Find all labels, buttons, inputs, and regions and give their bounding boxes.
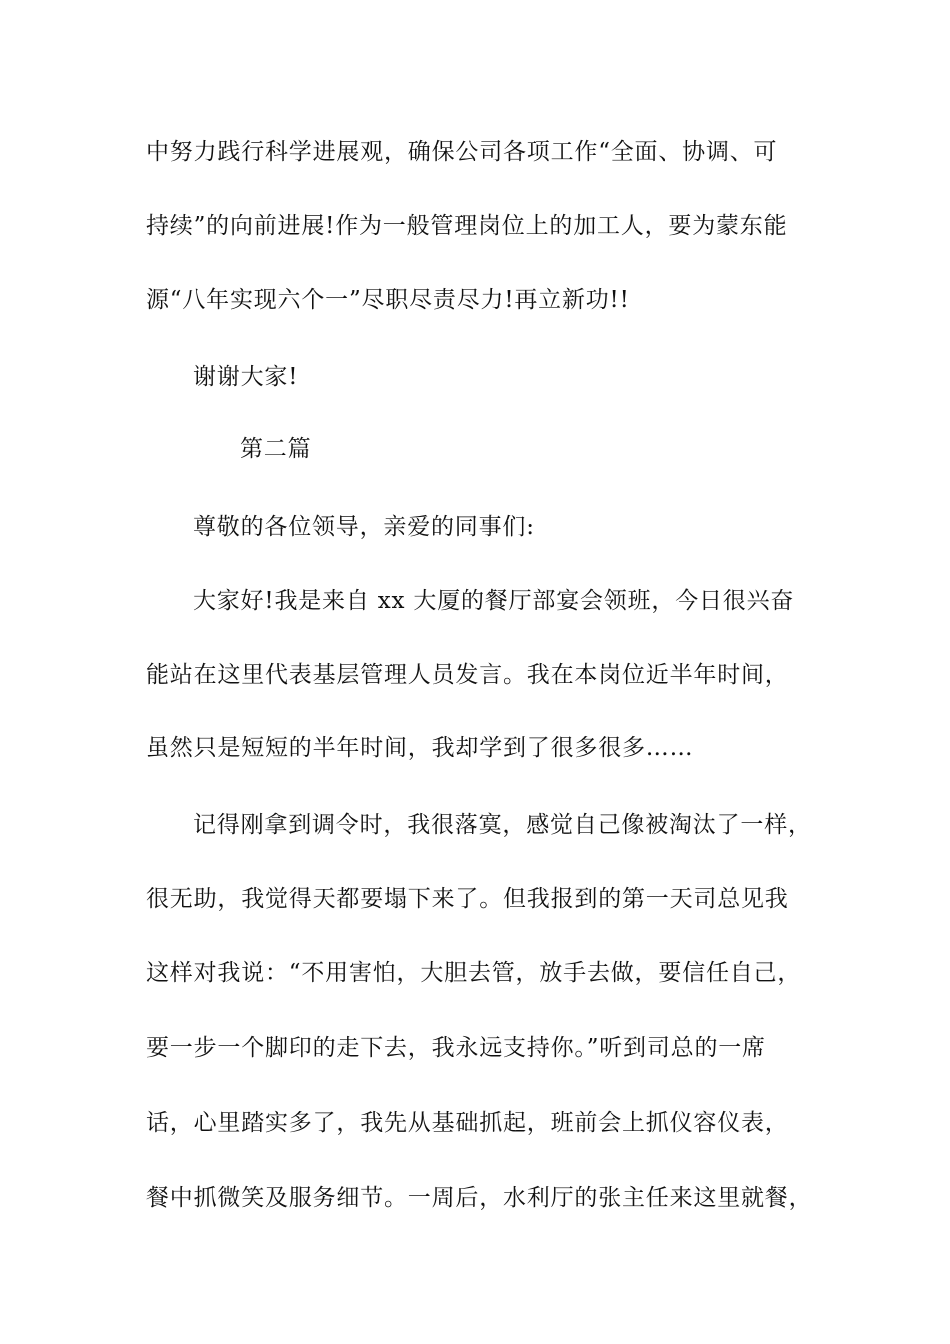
text-line: 餐中抓微笑及服务细节。一周后，水利厅的张主任来这里就餐， bbox=[146, 1185, 813, 1211]
text-line: 虽然只是短短的半年时间，我却学到了很多很多…… bbox=[146, 735, 694, 761]
section-title: 第二篇 bbox=[240, 436, 312, 462]
closing-line: 谢谢大家! bbox=[193, 364, 299, 390]
text-line: 持续”的向前进展!作为一般管理岗位上的加工人，要为蒙东能 bbox=[146, 213, 788, 239]
text-line: 大家好!我是来自 xx 大厦的餐厅部宴会领班，今日很兴奋 bbox=[193, 588, 795, 614]
text-line: 能站在这里代表基层管理人员发言。我在本岗位近半年时间， bbox=[146, 662, 789, 688]
text-line: 要一步一个脚印的走下去，我永远支持你。”听到司总的一席 bbox=[146, 1035, 766, 1061]
text-line: 话，心里踏实多了，我先从基础抓起，班前会上抓仪容仪表， bbox=[146, 1110, 789, 1136]
text-line: 这样对我说：“不用害怕，大胆去管，放手去做，要信任自己， bbox=[146, 960, 802, 986]
text-line: 很无助，我觉得天都要塌下来了。但我报到的第一天司总见我 bbox=[146, 886, 789, 912]
text-line: 记得刚拿到调令时，我很落寞，感觉自己像被淘汰了一样， bbox=[193, 812, 812, 838]
text-line: 中努力践行科学进展观，确保公司各项工作“全面、协调、可 bbox=[146, 139, 778, 165]
text-line: 源“八年实现六个一”尽职尽责尽力!再立新功!! bbox=[146, 287, 630, 313]
salutation: 尊敬的各位领导，亲爱的同事们: bbox=[193, 514, 535, 540]
